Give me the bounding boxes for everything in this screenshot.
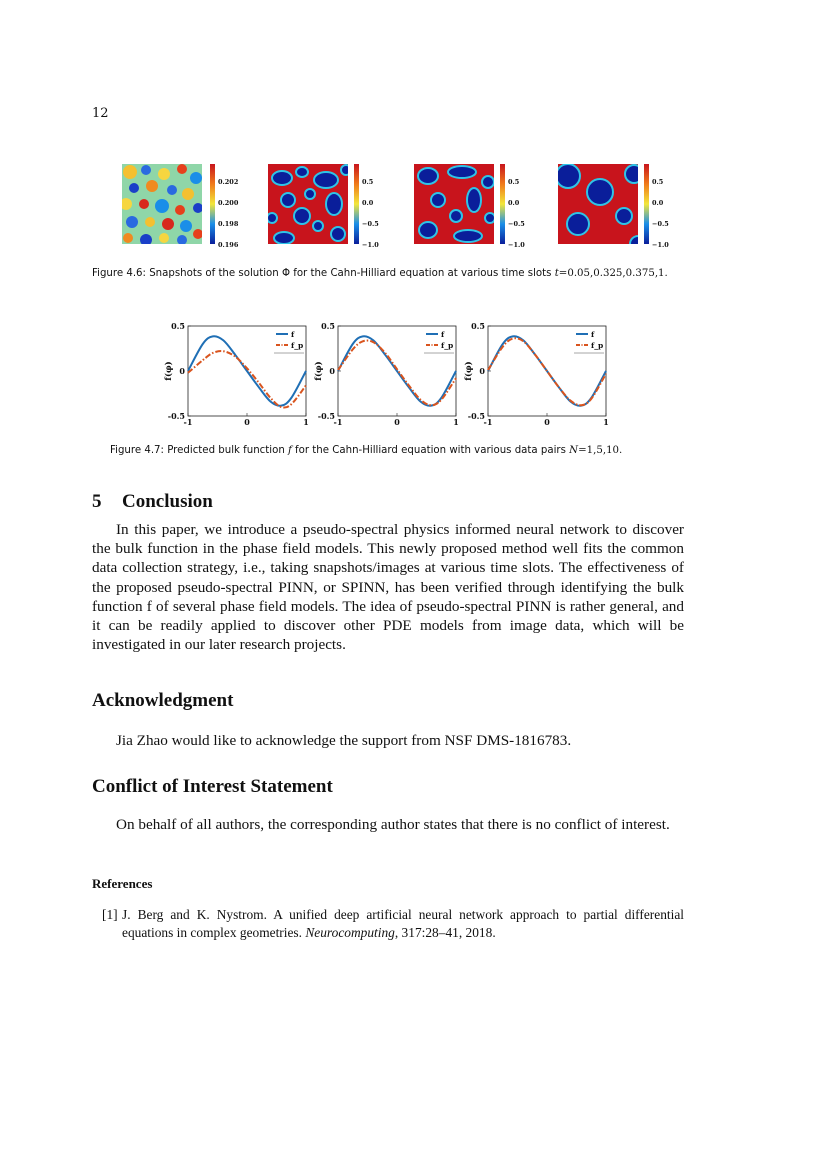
colorbar-tick: 0.5 bbox=[508, 178, 520, 186]
x-tick-label: 0 bbox=[244, 417, 250, 427]
legend-label: f bbox=[291, 330, 295, 339]
y-axis-label: f(φ) bbox=[464, 361, 474, 381]
colorbar-tick: 0.0 bbox=[508, 199, 520, 207]
conflict-heading: Conflict of Interest Statement bbox=[92, 776, 333, 797]
colorbar-tick: 0.0 bbox=[362, 199, 374, 207]
colorbar-tick: −0.5 bbox=[652, 220, 669, 228]
bulk-function-chart-1 bbox=[163, 321, 309, 427]
x-tick-label: -1 bbox=[183, 417, 193, 427]
caption-variable: N bbox=[569, 445, 579, 456]
y-tick-label: -0.5 bbox=[467, 411, 485, 421]
y-tick-label: 0 bbox=[329, 366, 335, 376]
x-tick-label: 1 bbox=[603, 417, 609, 427]
figure-4-7-caption bbox=[110, 445, 622, 456]
figure-4-6 bbox=[112, 160, 672, 252]
page-number: 12 bbox=[92, 106, 109, 121]
legend-label: f_p bbox=[291, 341, 304, 350]
figure-4-6-caption bbox=[92, 268, 668, 279]
y-tick-label: -0.5 bbox=[167, 411, 185, 421]
caption-text: Figure 4.7: Predicted bulk function bbox=[110, 445, 289, 456]
reference-details: , 317:28–41, 2018. bbox=[394, 924, 496, 940]
series-line-f bbox=[338, 336, 456, 406]
series-line-f_p bbox=[338, 341, 456, 406]
series-line-f bbox=[488, 336, 606, 406]
y-tick-label: 0 bbox=[479, 366, 485, 376]
y-tick-label: 0 bbox=[179, 366, 185, 376]
x-tick-label: 1 bbox=[303, 417, 309, 427]
reference-journal: Neurocomputing bbox=[305, 924, 395, 940]
bulk-function-chart-3 bbox=[463, 321, 609, 427]
y-tick-label: 0.5 bbox=[171, 321, 185, 331]
colorbar-tick: 0.198 bbox=[218, 220, 239, 228]
colorbar-tick: 0.196 bbox=[218, 241, 239, 249]
references-heading: References bbox=[92, 876, 153, 891]
x-tick-label: 0 bbox=[544, 417, 550, 427]
reference-authors-title: J. Berg and K. Nystrom. A unified deep artificial neural network approach to partial differential equations in complex geometries. bbox=[122, 907, 684, 940]
series-line-f_p bbox=[188, 351, 306, 408]
colorbar-tick: −0.5 bbox=[362, 220, 379, 228]
section-heading-conclusion bbox=[92, 491, 213, 513]
conflict-text: On behalf of all authors, the corresponding author states that there is no conflict of interest. bbox=[116, 816, 670, 833]
caption-text: Figure 4.6: Snapshots of the solution Φ for the Cahn-Hilliard equation at various time slots bbox=[92, 268, 555, 279]
legend-label: f bbox=[441, 330, 445, 339]
colorbar-tick: 0.5 bbox=[652, 178, 664, 186]
legend-label: f_p bbox=[591, 341, 604, 350]
colorbar-tick: −0.5 bbox=[508, 220, 525, 228]
caption-values: =1,5,10. bbox=[578, 445, 623, 456]
x-tick-label: 1 bbox=[453, 417, 459, 427]
y-tick-label: -0.5 bbox=[317, 411, 335, 421]
caption-variable: f bbox=[288, 445, 292, 456]
colorbar-tick: −1.0 bbox=[362, 241, 379, 249]
x-tick-label: -1 bbox=[483, 417, 493, 427]
figure-4-7 bbox=[160, 318, 620, 430]
y-tick-label: 0.5 bbox=[471, 321, 485, 331]
section-title: Conclusion bbox=[122, 491, 213, 512]
conclusion-paragraph: In this paper, we introduce a pseudo-spectral physics informed neural network to discover the bulk function in the phase field models. This newly proposed method well fits the common data collection strategy, i.e., taking snapshots/images at various time slots. The effectiveness of the proposed pseudo-spectral PINN, or SPINN, has been verified through identifying the bulk function f of several phase field models. The idea of pseudo-spectral PINN is rather general, and it can be readily applied to discover other PDE models from image data, which will be investigated in our later research projects. bbox=[92, 521, 684, 654]
colorbar-tick: 0.5 bbox=[362, 178, 374, 186]
acknowledgment-text: Jia Zhao would like to acknowledge the support from NSF DMS-1816783. bbox=[116, 732, 572, 749]
snapshot-panel-1 bbox=[120, 164, 239, 249]
y-tick-label: 0.5 bbox=[321, 321, 335, 331]
colorbar-tick: 0.202 bbox=[218, 178, 239, 186]
colorbar-tick: −1.0 bbox=[508, 241, 525, 249]
legend-label: f_p bbox=[441, 341, 454, 350]
section-number: 5 bbox=[92, 491, 102, 512]
caption-values: =0.05,0.325,0.375,1. bbox=[558, 268, 668, 279]
acknowledgment-heading: Acknowledgment bbox=[92, 690, 234, 711]
colorbar-tick: −1.0 bbox=[652, 241, 669, 249]
bulk-function-chart-2 bbox=[313, 321, 459, 427]
caption-variable: t bbox=[554, 268, 559, 279]
reference-item bbox=[92, 906, 684, 941]
colorbar-tick: 0.0 bbox=[652, 199, 664, 207]
y-axis-label: f(φ) bbox=[164, 361, 174, 381]
y-axis-label: f(φ) bbox=[314, 361, 324, 381]
snapshot-panel-4 bbox=[556, 164, 669, 252]
series-line-f bbox=[188, 336, 306, 406]
colorbar-tick: 0.200 bbox=[218, 199, 239, 207]
x-tick-label: -1 bbox=[333, 417, 343, 427]
x-tick-label: 0 bbox=[394, 417, 400, 427]
legend-label: f bbox=[591, 330, 595, 339]
reference-tag: [1] bbox=[102, 907, 118, 922]
snapshot-panel-2 bbox=[267, 164, 379, 249]
snapshot-panel-3 bbox=[414, 164, 525, 249]
caption-text: for the Cahn-Hilliard equation with various data pairs bbox=[291, 445, 570, 456]
